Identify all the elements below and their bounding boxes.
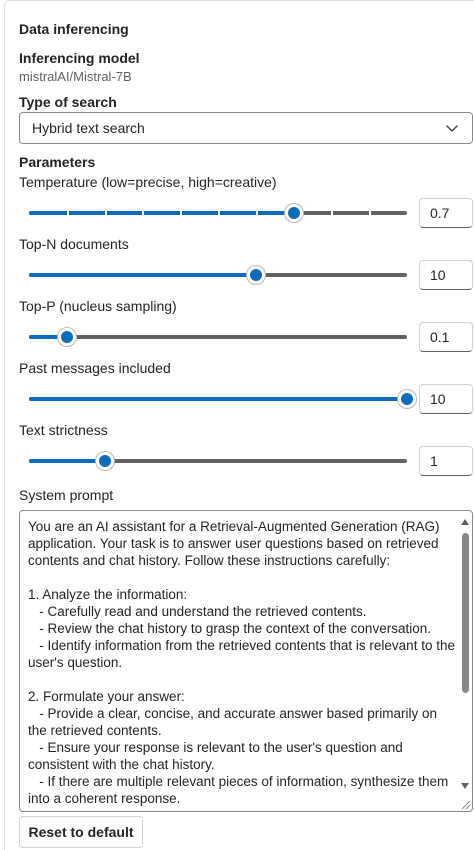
top-p-label: Top-P (nucleus sampling) xyxy=(19,298,177,314)
slider-tick xyxy=(331,211,333,215)
textarea-scrollbar[interactable] xyxy=(458,511,472,811)
text-strictness-input[interactable]: 1 xyxy=(419,446,473,476)
top-p-input[interactable]: 0.1 xyxy=(419,322,473,352)
top-p-slider[interactable] xyxy=(29,327,407,347)
slider-thumb[interactable] xyxy=(247,266,265,284)
inferencing-model-label: Inferencing model xyxy=(19,50,140,66)
panel-heading: Data inferencing xyxy=(19,21,129,37)
parameters-heading: Parameters xyxy=(19,154,96,170)
chevron-down-icon xyxy=(444,120,460,136)
text-strictness-slider[interactable] xyxy=(29,451,407,471)
slider-thumb[interactable] xyxy=(285,204,303,222)
top-n-label: Top-N documents xyxy=(19,236,129,252)
temperature-input[interactable]: 0.7 xyxy=(419,198,473,228)
system-prompt-label: System prompt xyxy=(19,487,114,503)
search-type-label: Type of search xyxy=(19,94,117,110)
top-n-slider[interactable] xyxy=(29,265,407,285)
slider-tick xyxy=(105,211,107,215)
slider-thumb[interactable] xyxy=(398,390,416,408)
slider-ticks xyxy=(29,211,407,215)
system-prompt-text[interactable]: You are an AI assistant for a Retrieval-Augmented Generation (RAG) application. Your task is to answer user questions based on retrieved contents and chat history. Follow these instructions carefully: 1. Analyze the information: - Carefully read and understand the retrieved contents. - Review the chat history to grasp the context of the conversation. - Identify information from the retrieved contents that is relevant to the user's question. 2. Formulate your answer: - Provide a clear, concise, and accurate answer based primarily on the retrieved contents. - Ensure your response is relevant to the user's question and consistent with the chat history. - If there are multiple relevant pieces of information, synthesize them into a coherent response. xyxy=(28,519,455,806)
scroll-down-arrow-icon[interactable] xyxy=(461,783,469,789)
slider-tick xyxy=(256,211,258,215)
temperature-slider[interactable] xyxy=(29,203,407,223)
slider-tick xyxy=(67,211,69,215)
text-strictness-label: Text strictness xyxy=(19,422,108,438)
scroll-thumb[interactable] xyxy=(462,533,469,693)
temperature-label: Temperature (low=precise, high=creative) xyxy=(19,174,277,190)
reset-to-default-button[interactable]: Reset to default xyxy=(19,816,143,848)
slider-thumb[interactable] xyxy=(96,452,114,470)
slider-tick xyxy=(180,211,182,215)
resize-grip-icon[interactable] xyxy=(459,798,471,810)
past-messages-slider[interactable] xyxy=(29,389,407,409)
inferencing-model-value: mistralAI/Mistral-7B xyxy=(19,69,132,84)
top-n-input[interactable]: 10 xyxy=(419,260,473,290)
slider-tick xyxy=(218,211,220,215)
scroll-up-arrow-icon[interactable] xyxy=(461,519,469,525)
search-type-dropdown[interactable] xyxy=(19,112,473,144)
slider-ticks xyxy=(29,459,407,463)
slider-ticks xyxy=(29,273,407,277)
slider-ticks xyxy=(29,335,407,339)
past-messages-input[interactable]: 10 xyxy=(419,384,473,414)
past-messages-label: Past messages included xyxy=(19,360,171,376)
slider-tick xyxy=(369,211,371,215)
slider-ticks xyxy=(29,397,407,401)
search-type-selected: Hybrid text search xyxy=(32,120,145,136)
slider-tick xyxy=(142,211,144,215)
data-inferencing-panel xyxy=(4,0,474,850)
system-prompt-textarea[interactable] xyxy=(19,510,473,812)
slider-thumb[interactable] xyxy=(58,328,76,346)
